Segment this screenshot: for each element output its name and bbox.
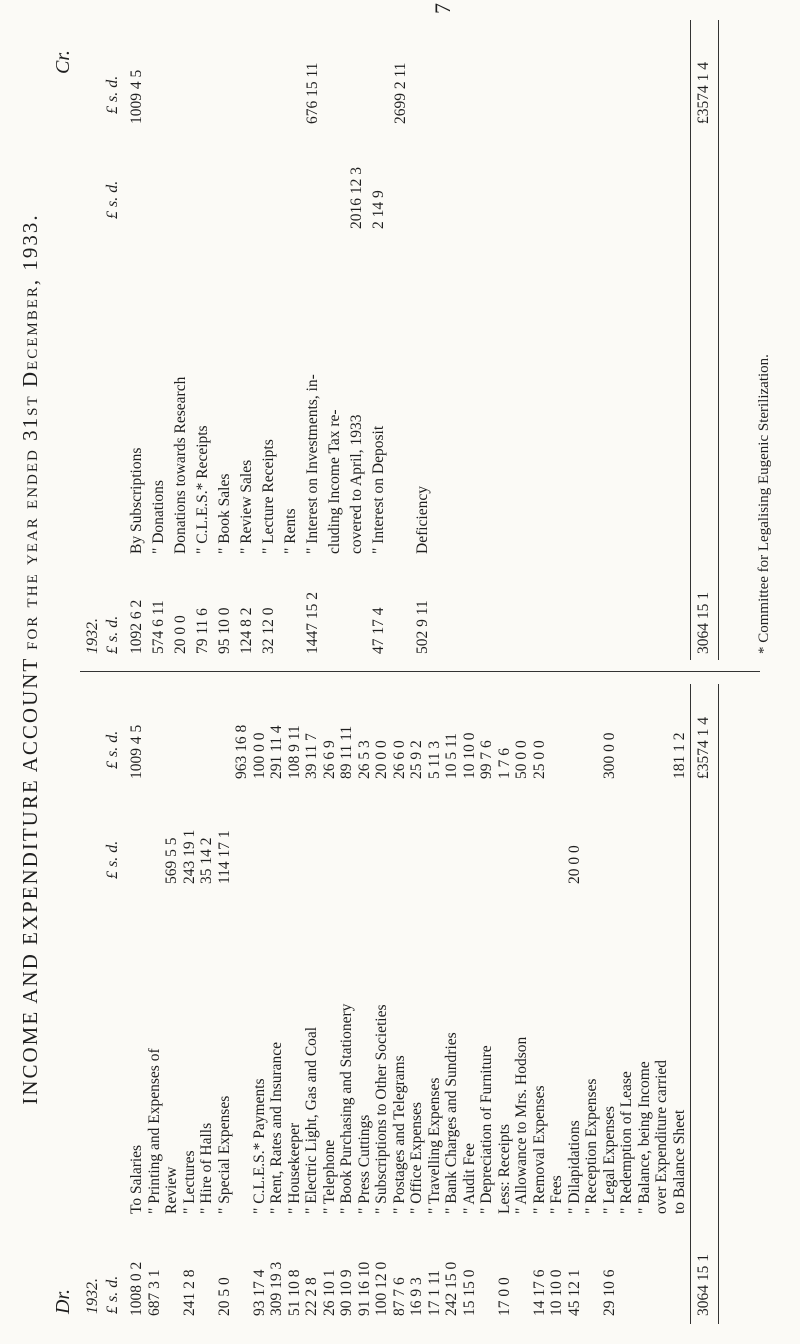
- expenditure-amount: 108 9 11: [285, 725, 303, 779]
- expenditure-prior-amount: 241 2 8: [180, 1269, 198, 1316]
- expenditure-prior-amount: 20 5 0: [215, 1277, 233, 1316]
- expenditure-prior-amount: 100 12 0: [373, 1261, 390, 1316]
- expenditure-item-label: " Legal Expenses: [600, 1106, 618, 1214]
- income-total: £3574 1 4: [695, 62, 712, 124]
- income-item-label: " Donations: [150, 480, 167, 554]
- expenditure-amount: 1 7 6: [495, 748, 513, 779]
- expenditure-item-label: " Allowance to Mrs. Hodson: [513, 1036, 530, 1214]
- income-prior-amount: 79 11 6: [194, 608, 211, 654]
- income-prior-currency-header: £ s. d.: [104, 615, 121, 654]
- expenditure-amount: 25 9 2: [408, 740, 425, 779]
- income-prior-year-header: 1932.: [84, 618, 101, 654]
- income-prior-amount: 502 9 11: [414, 600, 431, 654]
- income-prior-amount: 124 8 2: [238, 607, 255, 654]
- expenditure-prior-total: 3064 15 1: [695, 1254, 712, 1316]
- expenditure-amount: 99 7 6: [478, 740, 495, 779]
- expenditure-prior-amount: 15 15 0: [460, 1269, 478, 1316]
- expenditure-prior-amount: 10 10 0: [548, 1269, 565, 1316]
- income-item-label: " Rents: [282, 508, 299, 554]
- expenditure-currency-header: £ s. d.: [104, 730, 121, 769]
- expenditure-item-label: Less: Receipts: [495, 1124, 513, 1214]
- expenditure-item-label: " Telephone: [320, 1139, 338, 1214]
- expenditure-amount: 5 11 3: [425, 740, 443, 779]
- debit-marker: Dr.: [52, 1288, 74, 1314]
- expenditure-item-label: " Office Expenses: [408, 1102, 425, 1214]
- expenditure-item-label: " Depreciation of Furniture: [478, 1045, 495, 1214]
- expenditure-amount: 100 0 0: [250, 732, 268, 779]
- income-item-label: " Interest on Investments, in-: [304, 374, 321, 554]
- footnote: * Committee for Legalising Eugenic Sterilization.: [756, 354, 772, 654]
- expenditure-sub-currency-header: £ s. d.: [104, 840, 121, 879]
- expenditure-total-rule: [690, 684, 691, 1324]
- expenditure-item-label: " Audit Fee: [460, 1143, 478, 1214]
- page-number: 7: [430, 3, 455, 14]
- income-amount: 1009 4 5: [128, 69, 145, 124]
- income-currency-header: £ s. d.: [104, 75, 121, 114]
- expenditure-prior-amount: 90 10 9: [338, 1269, 355, 1316]
- expenditure-item-label: " Special Expenses: [215, 1095, 233, 1214]
- expenditure-prior-amount: 93 17 4: [250, 1269, 268, 1316]
- expenditure-amount: 10 5 11: [443, 733, 460, 779]
- expenditure-item-label: " Housekeeper: [285, 1122, 303, 1214]
- income-item-label: covered to April, 1933: [348, 414, 365, 554]
- income-item-label: " Book Sales: [216, 473, 233, 554]
- expenditure-item-label: " Electric Light, Gas and Coal: [303, 1026, 320, 1214]
- expenditure-amount: 10 10 0: [460, 732, 478, 779]
- expenditure-amount: 20 0 0: [373, 740, 390, 779]
- income-double-rule: [718, 20, 719, 660]
- credit-marker: Cr.: [52, 50, 74, 74]
- expenditure-amount: 25 0 0: [530, 740, 548, 779]
- expenditure-amount: 1009 4 5: [128, 724, 145, 779]
- expenditure-prior-amount: 17 0 0: [495, 1277, 513, 1316]
- income-item-label: cluding Income Tax re-: [326, 409, 343, 554]
- expenditure-item-label: " Redemption of Lease: [618, 1071, 635, 1214]
- expenditure-item-label: over Expenditure carried: [653, 1059, 670, 1214]
- income-item-label: Deficiency: [414, 486, 431, 554]
- expenditure-prior-currency-header: £ s. d.: [104, 1275, 121, 1314]
- expenditure-sub-amount: 35 14 2: [198, 837, 215, 884]
- expenditure-amount: 181 1 2: [670, 732, 688, 779]
- income-amount: 676 15 11: [304, 62, 321, 124]
- income-prior-total: 3064 15 1: [695, 592, 712, 654]
- expenditure-item-label: " Removal Expenses: [530, 1085, 548, 1214]
- expenditure-amount: 26 6 0: [390, 740, 408, 779]
- income-prior-amount: 95 10 0: [216, 607, 233, 654]
- expenditure-amount: 26 6 9: [320, 740, 338, 779]
- expenditure-sub-amount: 243 19 1: [180, 829, 198, 884]
- expenditure-total: £3574 1 4: [695, 717, 712, 779]
- expenditure-item-label: " Book Purchasing and Stationery: [338, 1003, 355, 1214]
- income-sub-currency-header: £ s. d.: [104, 180, 121, 219]
- expenditure-double-rule: [718, 684, 719, 1324]
- expenditure-item-label: " Press Cuttings: [355, 1114, 373, 1214]
- income-prior-amount: 32 12 0: [260, 607, 277, 654]
- expenditure-prior-amount: 17 1 11: [425, 1270, 443, 1316]
- expenditure-prior-amount: 22 2 8: [303, 1277, 320, 1316]
- expenditure-prior-amount: 91 16 10: [355, 1261, 373, 1316]
- income-item-label: " Review Sales: [238, 459, 255, 554]
- expenditure-prior-amount: 687 3 1: [145, 1269, 163, 1316]
- expenditure-item-label: " Postages and Telegrams: [390, 1055, 408, 1214]
- center-divider: [80, 671, 760, 672]
- income-prior-amount: 20 0 0: [172, 615, 189, 654]
- expenditure-sub-amount: 20 0 0: [565, 845, 583, 884]
- expenditure-amount: 50 0 0: [513, 740, 530, 779]
- expenditure-prior-amount: 45 12 1: [565, 1269, 583, 1316]
- expenditure-item-label: " Travelling Expenses: [425, 1077, 443, 1214]
- expenditure-prior-year-header: 1932.: [84, 1278, 101, 1314]
- expenditure-prior-amount: 16 9 3: [408, 1277, 425, 1316]
- expenditure-item-label: " Bank Charges and Sundries: [443, 1032, 460, 1214]
- expenditure-item-label: " C.L.E.S.* Payments: [250, 1078, 268, 1214]
- expenditure-amount: 291 11 4: [268, 725, 285, 779]
- expenditure-item-label: to Balance Sheet: [670, 1109, 688, 1214]
- income-sub-amount: 2016 12 3: [348, 167, 365, 229]
- expenditure-amount: 89 11 11: [338, 725, 355, 779]
- expenditure-prior-amount: 26 10 1: [320, 1269, 338, 1316]
- income-prior-amount: 1447 15 2: [304, 592, 321, 654]
- expenditure-prior-amount: 14 17 6: [530, 1269, 548, 1316]
- income-item-label: " C.L.E.S.* Receipts: [194, 425, 211, 554]
- income-prior-amount: 574 6 11: [150, 600, 167, 654]
- expenditure-item-label: " Hire of Halls: [198, 1122, 215, 1214]
- expenditure-item-label: " Lectures: [180, 1150, 198, 1214]
- income-item-label: " Interest on Deposit: [370, 425, 387, 554]
- income-amount: 2699 2 11: [392, 62, 409, 124]
- expenditure-item-label: To Salaries: [128, 1144, 145, 1214]
- expenditure-item-label: " Printing and Expenses of: [145, 1048, 163, 1214]
- page-title: INCOME AND EXPENDITURE ACCOUNT for the year ended 31st December, 1933.: [18, 213, 42, 1105]
- expenditure-amount: 963 16 8: [233, 724, 250, 779]
- expenditure-item-label: " Dilapidations: [565, 1120, 583, 1214]
- expenditure-sub-amount: 569 5 5: [163, 837, 180, 884]
- expenditure-prior-amount: 87 7 6: [390, 1277, 408, 1316]
- expenditure-item-label: " Balance, being Income: [635, 1061, 653, 1214]
- income-prior-amount: 47 17 4: [370, 607, 387, 654]
- expenditure-item-label: " Fees: [548, 1175, 565, 1214]
- expenditure-prior-amount: 51 10 8: [285, 1269, 303, 1316]
- expenditure-item-label: " Reception Expenses: [583, 1078, 600, 1214]
- expenditure-prior-amount: 309 19 3: [268, 1261, 285, 1316]
- expenditure-amount: 26 5 3: [355, 740, 373, 779]
- expenditure-prior-amount: 1008 0 2: [128, 1261, 145, 1316]
- income-item-label: " Lecture Receipts: [260, 439, 277, 554]
- income-item-label: By Subscriptions: [128, 447, 145, 554]
- expenditure-prior-amount: 29 10 6: [600, 1269, 618, 1316]
- expenditure-item-label: " Subscriptions to Other Societies: [373, 1004, 390, 1214]
- expenditure-item-label: Review: [163, 1166, 180, 1214]
- expenditure-amount: 300 0 0: [600, 732, 618, 779]
- income-total-rule: [690, 20, 691, 660]
- expenditure-prior-amount: 242 15 0: [443, 1261, 460, 1316]
- income-item-label: Donations towards Research: [172, 376, 189, 554]
- expenditure-amount: 39 11 7: [303, 733, 320, 779]
- income-prior-amount: 1092 6 2: [128, 599, 145, 654]
- expenditure-sub-amount: 114 17 1: [215, 830, 233, 884]
- income-sub-amount: 2 14 9: [370, 190, 387, 229]
- expenditure-item-label: " Rent, Rates and Insurance: [268, 1041, 285, 1214]
